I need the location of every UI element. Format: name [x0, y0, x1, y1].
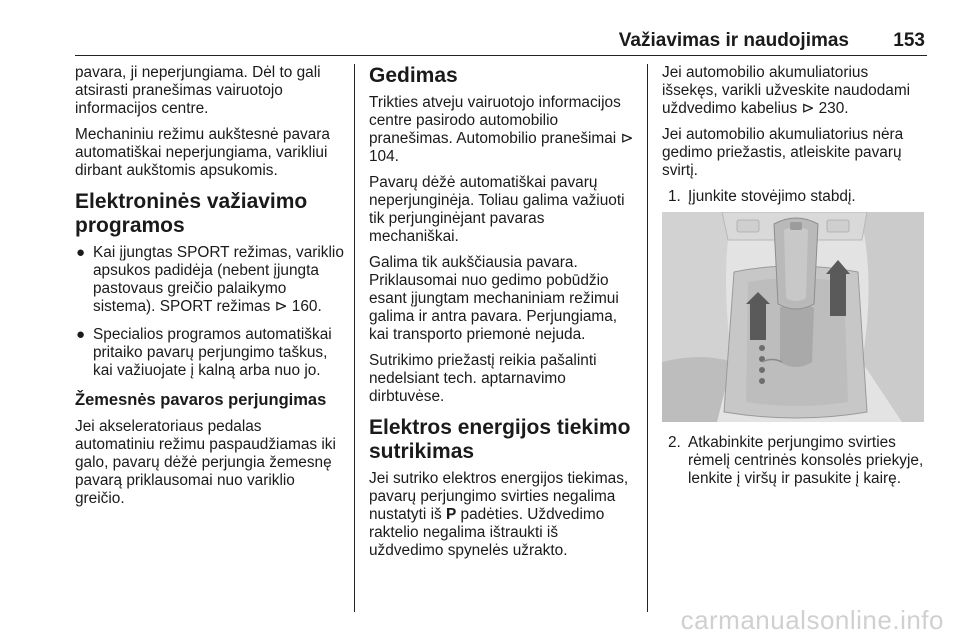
steps-list [662, 188, 927, 206]
step-number: 2. [668, 434, 681, 451]
step-text: Įjunkite stovėjimo stabdį. [688, 188, 856, 205]
section-title: Važiavimas ir naudojimas [618, 30, 849, 51]
gear-position-p: P [445, 506, 457, 523]
paragraph: pavara, ji neperjungiama. Dėl to gali atsirasti pranešimas vairuotojo informacijos centre. [75, 64, 321, 117]
page-header [75, 0, 927, 56]
watermark: carmanualsonline.info [680, 605, 944, 635]
paragraph: Jei automobilio akumuliatorius nėra gedimo priežastis, atleiskite pavarų svirtį. [662, 126, 904, 179]
paragraph-text: padėties. Uždvedimo raktelio negalima ištraukti iš uždvedimo spynelės užrakto. [369, 506, 605, 559]
heading-power-failure: Elektros energijos tiekimo sutrikimas [369, 416, 631, 463]
bullet-dot-icon: ● [76, 326, 86, 343]
bullet-list [75, 244, 345, 380]
paragraph-text: Jei sutriko elektros energijos tiekimas, pavarų perjungimo svirties negalima nustatyti iš [369, 470, 629, 523]
paragraph: Trikties atveju vairuotojo informacijos centre pasirodo automobilio pranešimas. Automobilio pranešimai ⊳ 104. [369, 94, 634, 165]
list-item-text: Specialios programos automatiškai pritaiko pavarų perjungimo taškus, kai važiuojate į kalną arba nuo jo. [93, 326, 332, 379]
bullet-dot-icon: ● [76, 244, 86, 261]
page-number: 153 [893, 30, 925, 51]
list-item [78, 244, 345, 316]
column-divider [354, 64, 355, 612]
paragraph: Jei automobilio akumuliatorius išsekęs, varikli užveskite naudodami uždvedimo kabelius ⊳ 230. [662, 64, 911, 117]
steps-list [662, 434, 927, 488]
heading-kickdown: Žemesnės pavaros perjungimas [75, 391, 327, 409]
step-number: 1. [668, 188, 681, 205]
heading-electronic-programs: Elektroninės važiavimo programos [75, 190, 308, 237]
paragraph [369, 470, 635, 560]
gear-lever-illustration-icon [662, 212, 924, 422]
paragraph: Pavarų dėžė automatiškai pavarų neperjunginėja. Toliau galima važiuoti tik perjunginėjant pavaras mechaniškai. [369, 174, 625, 245]
list-item [662, 188, 927, 206]
paragraph: Jei akseleratoriaus pedalas automatiniu režimu paspaudžiamas iki galo, pavarų dėžė perjungia žemesnę pavarą priklausomai nuo variklio greičio. [75, 418, 336, 507]
paragraph: Galima tik aukščiausia pavara. Priklausomai nuo gedimo pobūdžio esant įjungtam mechaniniam režimui galima ir antra pavara. Perjungiama, kai transporto priemonė nejuda. [369, 254, 619, 343]
list-item [78, 326, 345, 380]
column-right [662, 64, 927, 494]
column-left [75, 64, 345, 516]
step-text: Atkabinkite perjungimo svirties rėmelį centrinės konsolės priekyje, lenkite į viršų ir pasukite į kairę. [688, 434, 924, 487]
gear-lever-illustration [662, 212, 924, 422]
paragraph: Mechaniniu režimu aukštesnė pavara automatiškai neperjungiama, varikliui dirbant aukštomis apsukomis. [75, 126, 330, 179]
list-item-text: Kai įjungtas SPORT režimas, variklio apsukos padidėja (nebent įjungta pastovaus greičio palaikymo sistema). SPORT režimas ⊳ 160. [93, 244, 344, 315]
paragraph: Sutrikimo priežastį reikia pašalinti nedelsiant tech. aptarnavimo dirbtuvėse. [369, 352, 597, 405]
column-divider [647, 64, 648, 612]
list-item [662, 434, 927, 488]
column-middle [369, 64, 635, 568]
heading-fault: Gedimas [369, 64, 458, 87]
